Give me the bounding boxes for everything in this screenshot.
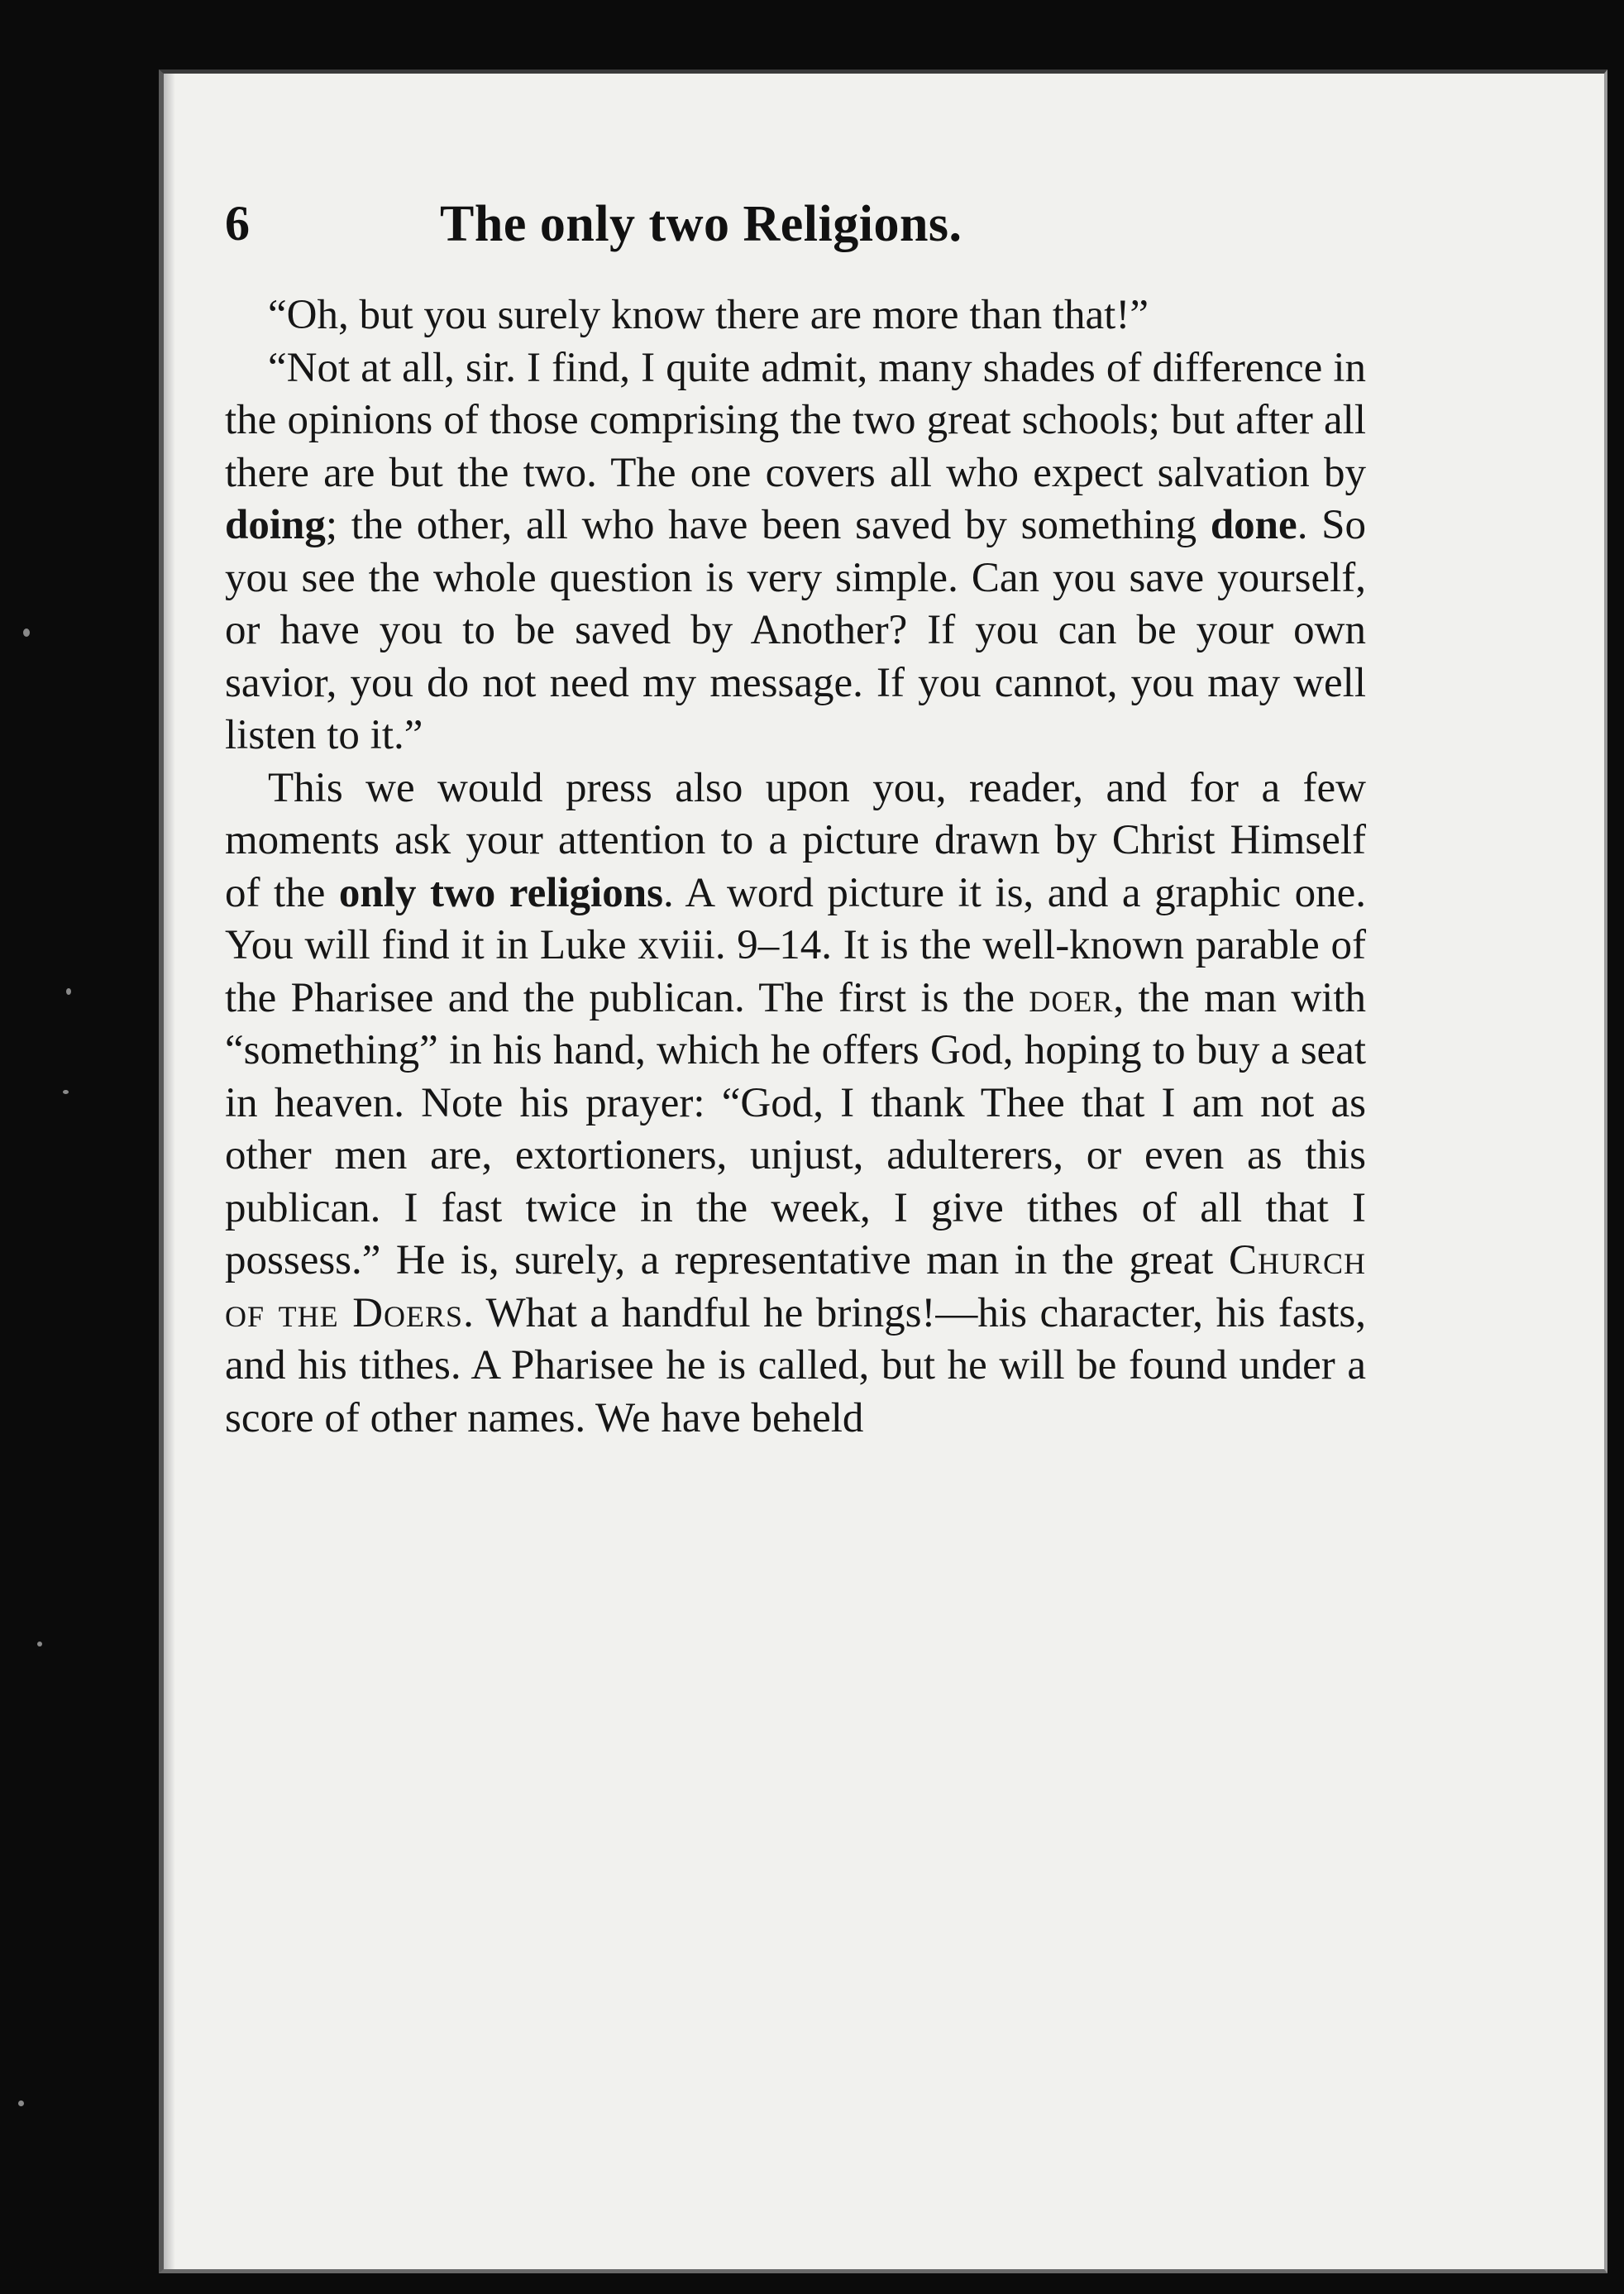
small-caps-doer: doer xyxy=(1029,974,1114,1021)
text-run: This we would press also upon you, reader, and for a few moments ask your attention to a picture drawn by Christ Himself of the xyxy=(225,764,1366,916)
page-header xyxy=(225,195,1366,286)
scan-speck xyxy=(18,2100,24,2106)
paragraph xyxy=(225,762,1366,1446)
emphasis-only-two-religions: only two religions xyxy=(338,869,663,916)
running-title: The only two Religions. xyxy=(440,196,962,252)
scan-speck xyxy=(37,1642,42,1646)
body-text xyxy=(225,289,1366,1445)
text-run: . What a handful he brings!—his character, his fasts, and his tithes. A Pharisee he is called, but he will be found under a score of other names. We have beheld xyxy=(225,1289,1366,1441)
text-run: ; the other, all who have been saved by something xyxy=(325,502,1211,548)
scan-speck xyxy=(66,988,71,995)
text-run: “Oh, but you surely know there are more than that!” xyxy=(268,292,1149,338)
text-run: “Not at all, sir. I find, I quite admit, many shades of difference in the opinions of those comprising the two great schools; but after all there are but the two. The one covers all who expect salvation by xyxy=(225,344,1366,496)
small-caps-church-of-the-doers: Church of the Doers xyxy=(225,1237,1366,1336)
text-run: . So you see the whole question is very simple. Can you save yourself, or have you to be saved by Another? If you can be your own savior, you do not need my message. If you cannot, you may well listen to it.” xyxy=(225,502,1366,758)
emphasis-doing: doing xyxy=(225,502,326,548)
paragraph xyxy=(225,289,1366,342)
scan-speck xyxy=(63,1090,69,1094)
page-number: 6 xyxy=(225,196,250,251)
text-run: , the man with “something” in his hand, which he offers God, hoping to buy a seat in heaven. Note his prayer: “God, I thank Thee that I am not as other men are, extortioners, unjust, adulterers, or even as this publican. I fast twice in the week, I give tithes of all that I possess.” He is, surely, a representative man in the great xyxy=(225,974,1366,1283)
scan-speck xyxy=(23,628,30,637)
text-run: . A word picture it is, and a graphic one. You will find it in Luke xviii. 9–14. It is the well-known parable of the Pharisee and the publican. The first is the xyxy=(225,869,1366,1021)
emphasis-done: done xyxy=(1210,502,1297,548)
paragraph xyxy=(225,342,1366,762)
